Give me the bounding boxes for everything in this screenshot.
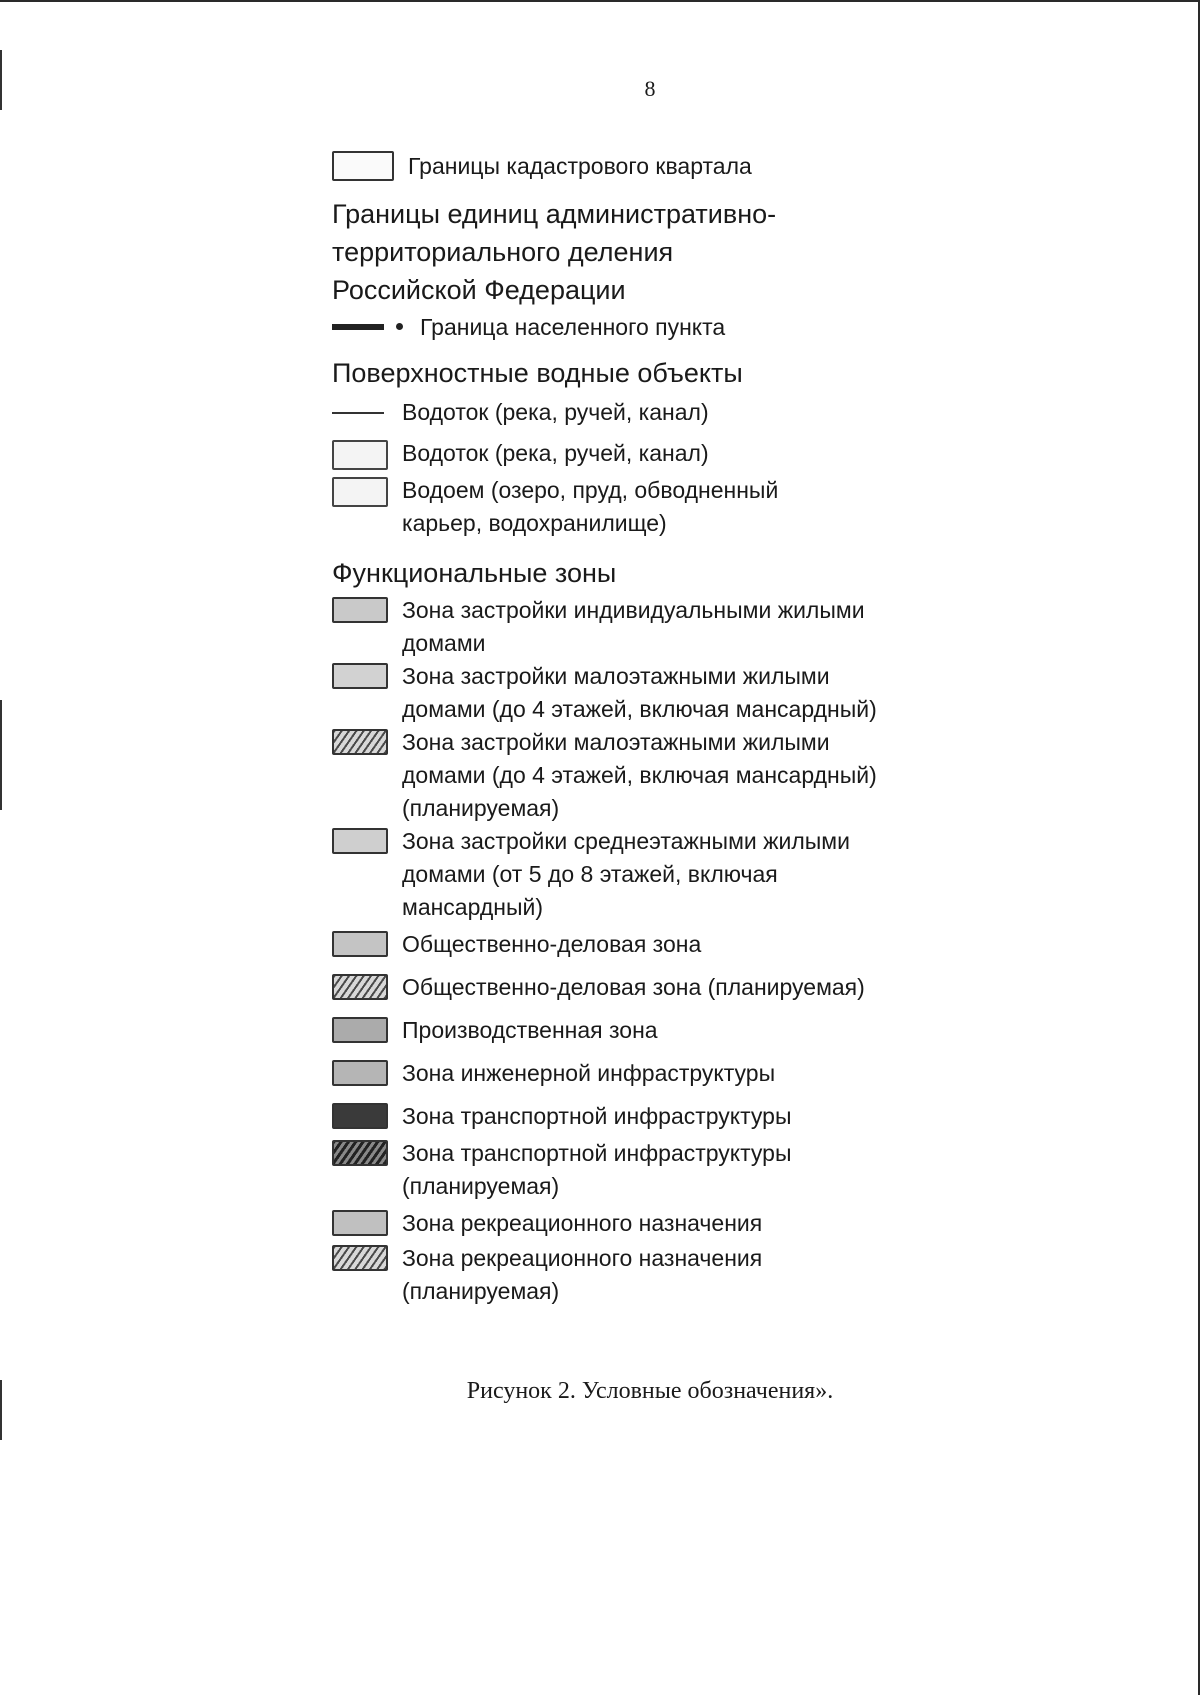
legend-label-line: домами (до 4 этажей, включая мансардный) (402, 762, 877, 788)
gray-fill-swatch-icon (332, 1060, 388, 1086)
legend-label-line: Зона застройки среднеэтажными жилыми (402, 828, 850, 854)
legend-label-line: Зона застройки индивидуальными жилыми (402, 597, 865, 623)
gray-fill-swatch-icon (332, 828, 388, 854)
legend-item-zone (332, 660, 972, 726)
zones-heading: Функциональные зоны (332, 558, 617, 588)
legend-item-water-line (332, 396, 972, 429)
water-heading: Поверхностные водные объекты (332, 358, 743, 388)
legend-label: Водоток (река, ручей, канал) (402, 440, 709, 466)
hatched-swatch-icon (332, 729, 388, 755)
legend-item-zone (332, 971, 972, 1004)
legend-item-zone (332, 1014, 972, 1047)
gray-fill-swatch-icon (332, 1210, 388, 1236)
legend (332, 150, 972, 1308)
hatched-swatch-icon (332, 974, 388, 1000)
page-number: 8 (644, 76, 656, 101)
legend-label-line: Зона рекреационного назначения (402, 1245, 763, 1271)
hatched-swatch-icon (332, 1245, 388, 1271)
scan-edge-mark (0, 700, 2, 810)
legend-item-water-area (332, 437, 972, 470)
dark-fill-swatch-icon (332, 1103, 388, 1129)
legend-label (402, 1137, 972, 1203)
legend-label (402, 825, 972, 924)
legend-label-line: (планируемая) (402, 795, 560, 821)
legend-item-zone (332, 1137, 972, 1203)
legend-label-line: Водоем (озеро, пруд, обводненный (402, 477, 779, 503)
legend-label-line: (планируемая) (402, 1278, 560, 1304)
legend-item-zone (332, 825, 972, 924)
admin-heading-line: Российской Федерации (332, 275, 626, 305)
gray-fill-swatch-icon (332, 597, 388, 623)
boundary-line-icon (332, 311, 412, 341)
legend-item-zone (332, 1100, 972, 1133)
legend-label-line: (планируемая) (402, 1173, 560, 1199)
legend-label (402, 474, 972, 540)
legend-item-zone (332, 928, 972, 961)
legend-item-zone (332, 1057, 972, 1090)
legend-label: Водоток (река, ручей, канал) (402, 399, 709, 425)
legend-label: Общественно-деловая зона (402, 931, 702, 957)
gray-fill-swatch-icon (332, 931, 388, 957)
admin-heading (332, 195, 972, 309)
legend-item-cadastral (332, 150, 972, 183)
legend-label-line: мансардный) (402, 894, 544, 920)
legend-label (402, 1242, 972, 1308)
legend-label-line: домами (402, 630, 486, 656)
legend-label: Производственная зона (402, 1017, 658, 1043)
dark-hatched-swatch-icon (332, 1140, 388, 1166)
legend-label: Общественно-деловая зона (планируемая) (402, 974, 865, 1000)
admin-heading-line: Границы единиц административно- (332, 199, 777, 229)
legend-label-line: домами (от 5 до 8 этажей, включая (402, 861, 778, 887)
figure-caption: Рисунок 2. Условные обозначения». (466, 1378, 834, 1404)
legend-label (402, 594, 972, 660)
legend-label: Зона рекреационного назначения (402, 1210, 763, 1236)
gray-fill-swatch-icon (332, 663, 388, 689)
legend-label-line: домами (до 4 этажей, включая мансардный) (402, 696, 877, 722)
legend-item-reservoir (332, 474, 972, 540)
legend-label (402, 660, 972, 726)
legend-label: Зона инженерной инфраструктуры (402, 1060, 776, 1086)
legend-label: Зона транспортной инфраструктуры (402, 1103, 792, 1129)
outline-swatch-icon (332, 477, 388, 507)
legend-label: Граница населенного пункта (420, 314, 726, 340)
admin-heading-line: территориального деления (332, 237, 674, 267)
legend-label (402, 726, 972, 825)
legend-item-zone (332, 1242, 972, 1308)
legend-item-zone (332, 726, 972, 825)
legend-label-line: Зона застройки малоэтажными жилыми (402, 663, 830, 689)
outline-swatch-icon (332, 151, 394, 181)
outline-swatch-icon (332, 440, 388, 470)
legend-item-settlement-border (332, 311, 972, 344)
legend-label-line: карьер, водохранилище) (402, 510, 667, 536)
legend-label-line: Зона застройки малоэтажными жилыми (402, 729, 830, 755)
legend-item-zone (332, 594, 972, 660)
gray-fill-swatch-icon (332, 1017, 388, 1043)
legend-item-zone (332, 1207, 972, 1240)
legend-label: Границы кадастрового квартала (408, 153, 752, 179)
legend-label-line: Зона транспортной инфраструктуры (402, 1140, 792, 1166)
thin-line-icon (332, 396, 394, 426)
